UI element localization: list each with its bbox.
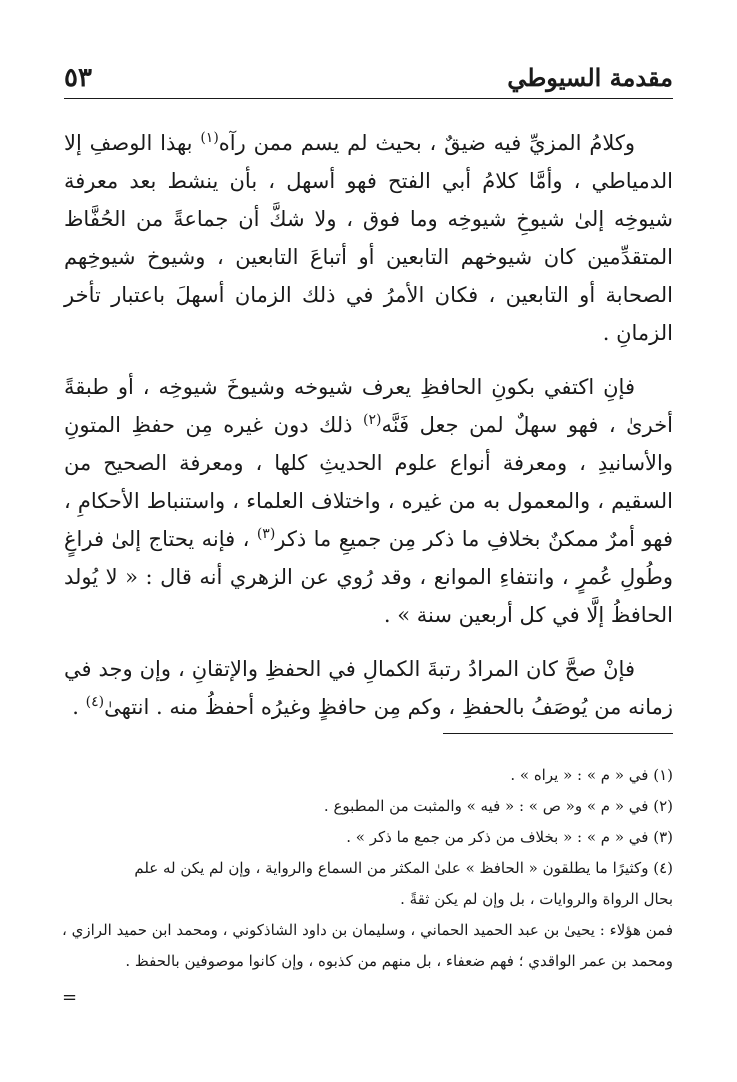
paragraph-1-text-a: وكلامُ المزيِّ فيه ضيقٌ ، بحيث لم يسم ممن رآه (218, 131, 635, 155)
footnote-ref-1: (١) (200, 130, 219, 146)
footnote-ref-4: (٤) (85, 694, 105, 710)
page-header (64, 58, 673, 99)
page-number: ٥٣ (64, 63, 92, 93)
footnote-1: (١) في « م » : « يراه » . (510, 766, 673, 784)
main-text (64, 124, 673, 742)
paragraph-2 (64, 368, 673, 634)
paragraph-3-text-a: فإنْ صحَّ كان المرادُ رتبةَ الكمالِ في الحفظِ والإتقانِ ، وإن وجد في زمانه من يُوصَفُ بالحفظِ ، وكم مِن حافظٍ وغيرُه أحفظُ منه . انتهىٰ (64, 657, 673, 719)
paragraph-1 (64, 124, 673, 352)
footnote-4-continuation: فمن هؤلاء : يحيىٰ بن عبد الحميد الحماني ، وسليمان بن داود الشاذكوني ، ومحمد ابن حميد الرازي ، ومحمد بن عمر الواقدي ؛ فهم ضعفاء ، بل منهم من كذبوه ، وإن كانوا موصوفين بالحفظ . (62, 921, 673, 970)
running-title: مقدمة السيوطي (507, 63, 673, 92)
footnote-continuation-mark: = (62, 987, 78, 1008)
footnote-2: (٢) في « م » و« ص » : « فيه » والمثبت من المطبوع . (323, 797, 673, 815)
paragraph-3 (64, 650, 673, 726)
footnote-3: (٣) في « م » : « بخلاف من ذكر من جمع ما ذكر » . (346, 828, 673, 846)
paragraph-1-text-b: بهذا الوصفِ إلا الدمياطي ، وأمَّا كلامُ أبي الفتح فهو أسهل ، بأن ينشط بعد معرفة شيوخِه إلىٰ شيوخِ شيوخِه وما فوق ، ولا شكَّ أن جماعةً من الحُفَّاظ المتقدِّمين كان شيوخهم التابعين أو أتباعَ التابعين ، وشيوخ شيوخِهم الصحابة أو التابعين ، فكان الأمرُ في ذلك الزمان أسهلَ باعتبار تأخر الزمانِ . (64, 131, 673, 345)
paragraph-3-text-b: . (72, 695, 86, 719)
footnote-4-line-1: (٤) وكثيرًا ما يطلقون « الحافظ » علىٰ المكثر من السماع والرواية ، وإن لم يكن له علم (134, 859, 673, 877)
paragraph-2-text-a: فإنِ اكتفي بكونِ الحافظِ يعرف شيوخه وشيوخَ شيوخِه ، أو طبقةً أخرىٰ ، فهو سهلٌ لمن جعل فَنَّه (64, 375, 674, 437)
footnote-4-line-2: بحال الرواة والروايات ، بل وإن لم يكن ثقةً . (400, 890, 673, 908)
footnote-ref-2: (٢) (363, 412, 382, 428)
footnote-ref-3: (٣) (256, 526, 276, 542)
footnotes (62, 760, 673, 977)
paragraph-2-text-c: ، فإنه يحتاج إلىٰ فراغٍ وطُولِ عُمرٍ ، وانتفاءِ الموانع ، وقد رُوي عن الزهري أنه قال : « لا يُولد الحافظُ إلَّا في كل أربعين سنة » . (64, 527, 673, 627)
footnote-separator (443, 733, 673, 734)
paragraph-2-text-b: ذلك دون غيره مِن حفظِ المتونِ والأسانيدِ ، ومعرفة أنواع علوم الحديثِ كلها ، ومعرفة الصحيح من السقيم ، والمعمول به من غيره ، واختلاف العلماء ، واستنباط الأحكامِ ، فهو أمرٌ ممكنٌ بخلافِ ما ذكر مِن جميعِ ما ذكر (64, 413, 673, 551)
